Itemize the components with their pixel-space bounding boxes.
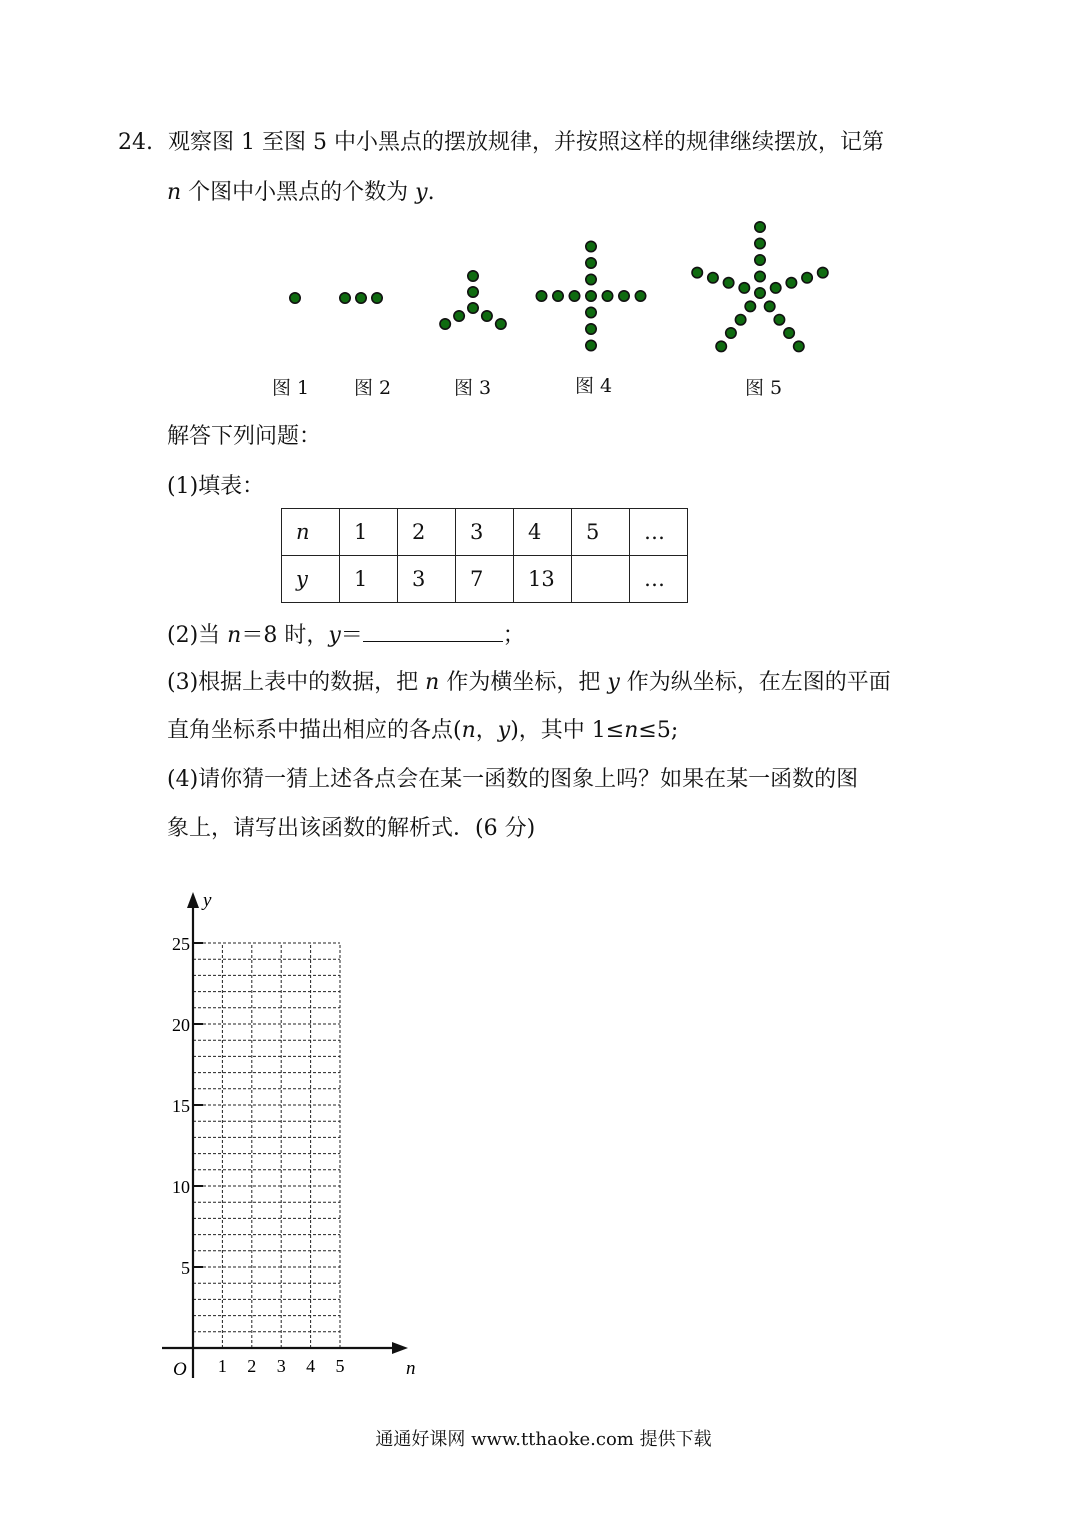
dot bbox=[708, 273, 718, 283]
footer: 通通好课网 www.tthaoke.com 提供下载 bbox=[375, 1429, 712, 1450]
origin-label: O bbox=[173, 1359, 187, 1380]
figure-caption-1: 图 1 bbox=[272, 377, 310, 399]
dot bbox=[735, 314, 745, 324]
x-axis-label: n bbox=[406, 1358, 416, 1379]
question-line-1 bbox=[118, 128, 884, 158]
dot bbox=[755, 222, 765, 232]
grid-lines bbox=[193, 943, 340, 1348]
y-tick-label: 5 bbox=[181, 1258, 190, 1278]
part3-text: ≤5; bbox=[638, 718, 679, 743]
dot bbox=[723, 278, 733, 288]
figure-3 bbox=[440, 271, 506, 329]
y-tick-label: 20 bbox=[172, 1015, 190, 1035]
part2-text: (2)当 bbox=[167, 623, 228, 648]
table-cell: 5 bbox=[572, 509, 630, 556]
dot bbox=[372, 293, 382, 303]
dot bbox=[586, 324, 596, 334]
x-tick-label: 5 bbox=[335, 1356, 345, 1376]
figure-2 bbox=[340, 293, 382, 303]
dot bbox=[755, 255, 765, 265]
dot bbox=[755, 238, 765, 248]
equals-sign: ＝ bbox=[340, 623, 363, 648]
var-n: n bbox=[425, 670, 440, 695]
part1-label: (1)填表： bbox=[167, 474, 265, 499]
dot bbox=[340, 293, 350, 303]
table-row-n bbox=[282, 509, 688, 556]
dot bbox=[774, 314, 784, 324]
dot bbox=[764, 301, 774, 311]
dot bbox=[586, 291, 596, 301]
dot bbox=[290, 293, 300, 303]
dot bbox=[755, 288, 765, 298]
table-cell: y bbox=[282, 556, 340, 603]
dot bbox=[716, 341, 726, 351]
dot bbox=[739, 283, 749, 293]
x-tick-label: 1 bbox=[217, 1356, 227, 1376]
table-cell: 13 bbox=[514, 556, 572, 603]
dot bbox=[440, 319, 450, 329]
dot bbox=[745, 301, 755, 311]
instructions: 解答下列问题： bbox=[167, 424, 322, 449]
dot bbox=[468, 271, 478, 281]
part3-line-1 bbox=[167, 668, 891, 698]
var-n: n bbox=[227, 623, 242, 648]
var-n: n bbox=[167, 180, 182, 205]
dot bbox=[586, 258, 596, 268]
var-n: n bbox=[461, 718, 476, 743]
y-tick-label: 25 bbox=[172, 934, 190, 954]
dot bbox=[602, 291, 612, 301]
part3-text: )，其中 1≤ bbox=[510, 718, 625, 743]
dot bbox=[635, 291, 645, 301]
dot bbox=[454, 311, 464, 321]
part4-line-2: 象上，请写出该函数的解析式．(6 分) bbox=[167, 816, 536, 841]
figure-caption-3: 图 3 bbox=[454, 377, 492, 399]
figure-caption-4: 图 4 bbox=[575, 375, 613, 397]
dot bbox=[586, 241, 596, 251]
dot bbox=[586, 340, 596, 350]
part4-line-1: (4)请你猜一猜上述各点会在某一函数的图象上吗？如果在某一函数的图 bbox=[167, 767, 859, 792]
dot bbox=[755, 271, 765, 281]
dot bbox=[802, 273, 812, 283]
dot bbox=[784, 328, 794, 338]
dot bbox=[794, 341, 804, 351]
var-y: y bbox=[328, 623, 341, 648]
part3-text: 直角坐标系中描出相应的各点( bbox=[167, 718, 462, 743]
dot bbox=[356, 293, 366, 303]
dot bbox=[536, 291, 546, 301]
x-axis-arrow-icon bbox=[392, 1342, 408, 1354]
part3-text: ， bbox=[475, 718, 498, 743]
period: . bbox=[427, 180, 435, 205]
question-line-2 bbox=[167, 178, 435, 208]
dot bbox=[586, 274, 596, 284]
var-y: y bbox=[497, 718, 511, 743]
semicolon: ； bbox=[502, 623, 525, 648]
var-y: y bbox=[415, 180, 428, 205]
figure-caption-5: 图 5 bbox=[745, 377, 783, 399]
dot bbox=[468, 287, 478, 297]
question-text-2: 个图中小黑点的个数为 bbox=[181, 180, 416, 205]
answer-blank[interactable] bbox=[363, 621, 503, 642]
table-row-y bbox=[282, 556, 688, 603]
part2 bbox=[167, 621, 525, 651]
dot bbox=[786, 278, 796, 288]
table-cell: … bbox=[630, 556, 688, 603]
table-cell: 4 bbox=[514, 509, 572, 556]
dot bbox=[692, 267, 702, 277]
table-cell: 2 bbox=[398, 509, 456, 556]
part3-text: (3)根据上表中的数据，把 bbox=[167, 670, 426, 695]
figure-caption-2: 图 2 bbox=[354, 377, 392, 399]
dot bbox=[553, 291, 563, 301]
question-number: 24. bbox=[118, 130, 153, 155]
table-cell-blank[interactable] bbox=[572, 556, 630, 603]
figure-4 bbox=[536, 241, 645, 350]
dot bbox=[619, 291, 629, 301]
table-cell: … bbox=[630, 509, 688, 556]
dot bbox=[726, 328, 736, 338]
table-cell: 1 bbox=[340, 509, 398, 556]
figure-5 bbox=[692, 222, 828, 352]
table-cell: 3 bbox=[456, 509, 514, 556]
x-tick-label: 3 bbox=[276, 1356, 286, 1376]
var-n: n bbox=[624, 718, 639, 743]
table-cell: 1 bbox=[340, 556, 398, 603]
figure-1 bbox=[290, 293, 300, 303]
table-cell: n bbox=[282, 509, 340, 556]
part3-text: 作为横坐标，把 bbox=[439, 670, 608, 695]
y-axis-arrow-icon bbox=[187, 892, 199, 908]
part2-text: ＝8 时， bbox=[241, 623, 329, 648]
table-cell: 3 bbox=[398, 556, 456, 603]
y-axis-label: y bbox=[203, 890, 212, 911]
var-y: y bbox=[607, 670, 620, 695]
dot bbox=[482, 311, 492, 321]
x-tick-label: 4 bbox=[306, 1356, 316, 1376]
dot bbox=[496, 319, 506, 329]
y-tick-label: 15 bbox=[172, 1096, 190, 1116]
dot bbox=[468, 303, 478, 313]
fill-table bbox=[281, 508, 688, 603]
dot-figures bbox=[0, 210, 1087, 370]
dot bbox=[818, 267, 828, 277]
coordinate-grid[interactable] bbox=[150, 880, 430, 1390]
question-text: 观察图 1 至图 5 中小黑点的摆放规律，并按照这样的规律继续摆放，记第 bbox=[168, 130, 884, 155]
dot bbox=[569, 291, 579, 301]
x-tick-label: 2 bbox=[247, 1356, 257, 1376]
dot bbox=[586, 307, 596, 317]
dot bbox=[770, 283, 780, 293]
part3-line-2 bbox=[167, 716, 678, 746]
table-cell: 7 bbox=[456, 556, 514, 603]
y-tick-label: 10 bbox=[172, 1177, 190, 1197]
part3-text: 作为纵坐标，在左图的平面 bbox=[619, 670, 891, 695]
